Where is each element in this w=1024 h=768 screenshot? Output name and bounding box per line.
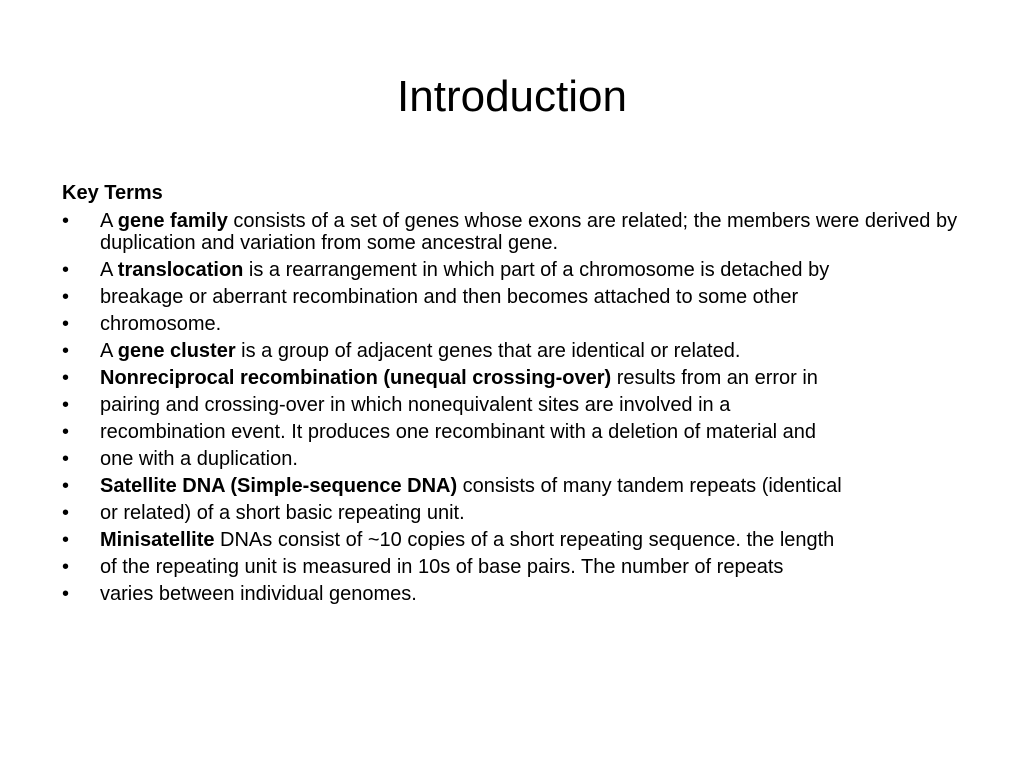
item-text-continued: consists of a set of genes whose exons are related; the members were derived by duplication and variation from some ancestral gene. (100, 210, 958, 254)
list-item (62, 445, 962, 472)
bullet-dot: • (62, 529, 70, 551)
item-text: breakage or aberrant recombination and then becomes attached to some other (100, 286, 799, 308)
item-text: A (100, 210, 118, 232)
item-text: chromosome. (100, 313, 222, 335)
item-text: of the repeating unit is measured in 10s of base pairs. The number of repeats (100, 556, 784, 578)
list-item (62, 526, 962, 553)
item-text-continued: is a group of adjacent genes that are identical or related. (235, 340, 741, 362)
bullet-dot: • (62, 259, 70, 281)
section-heading: Key Terms (62, 182, 163, 204)
item-text-continued: consists of many tandem repeats (identical (457, 475, 842, 497)
item-text-continued: DNAs consist of ~10 copies of a short repeating sequence. the length (214, 529, 835, 551)
key-terms-list (62, 207, 962, 607)
bullet-dot: • (62, 367, 70, 389)
item-term: Satellite DNA (Simple-sequence DNA) (100, 475, 458, 497)
bullet-dot: • (62, 340, 70, 362)
list-item (62, 472, 962, 499)
list-item (62, 580, 962, 607)
list-item (62, 364, 962, 391)
bullet-dot: • (62, 394, 70, 416)
item-term: gene family (117, 210, 228, 232)
bullet-dot: • (62, 583, 70, 605)
item-text: pairing and crossing-over in which nonequivalent sites are involved in a (100, 394, 731, 416)
item-text: varies between individual genomes. (100, 583, 417, 605)
list-item (62, 418, 962, 445)
list-item (62, 310, 962, 337)
slide-body (62, 179, 962, 607)
list-item (62, 391, 962, 418)
slide-title: Introduction (397, 72, 627, 121)
list-item (62, 337, 962, 364)
bullet-dot: • (62, 448, 70, 470)
bullet-dot: • (62, 502, 70, 524)
item-text: one with a duplication. (100, 448, 298, 470)
list-item (62, 499, 962, 526)
item-text: or related) of a short basic repeating unit. (100, 502, 465, 524)
item-term: Nonreciprocal recombination (unequal crossing-over) (100, 367, 612, 389)
item-text: A (100, 259, 118, 281)
list-item (62, 256, 962, 283)
bullet-dot: • (62, 556, 70, 578)
list-item (62, 553, 962, 580)
item-text: recombination event. It produces one recombinant with a deletion of material and (100, 421, 816, 443)
item-term: gene cluster (117, 340, 236, 362)
bullet-dot: • (62, 313, 70, 335)
item-text: A (100, 340, 118, 362)
bullet-dot: • (62, 475, 70, 497)
list-item (62, 207, 962, 256)
item-term: translocation (117, 259, 244, 281)
item-text-continued: is a rearrangement in which part of a chromosome is detached by (243, 259, 830, 281)
item-term: Minisatellite (100, 529, 215, 551)
item-text-continued: results from an error in (611, 367, 818, 389)
list-item (62, 283, 962, 310)
bullet-dot: • (62, 286, 70, 308)
bullet-dot: • (62, 421, 70, 443)
bullet-dot: • (62, 210, 70, 232)
